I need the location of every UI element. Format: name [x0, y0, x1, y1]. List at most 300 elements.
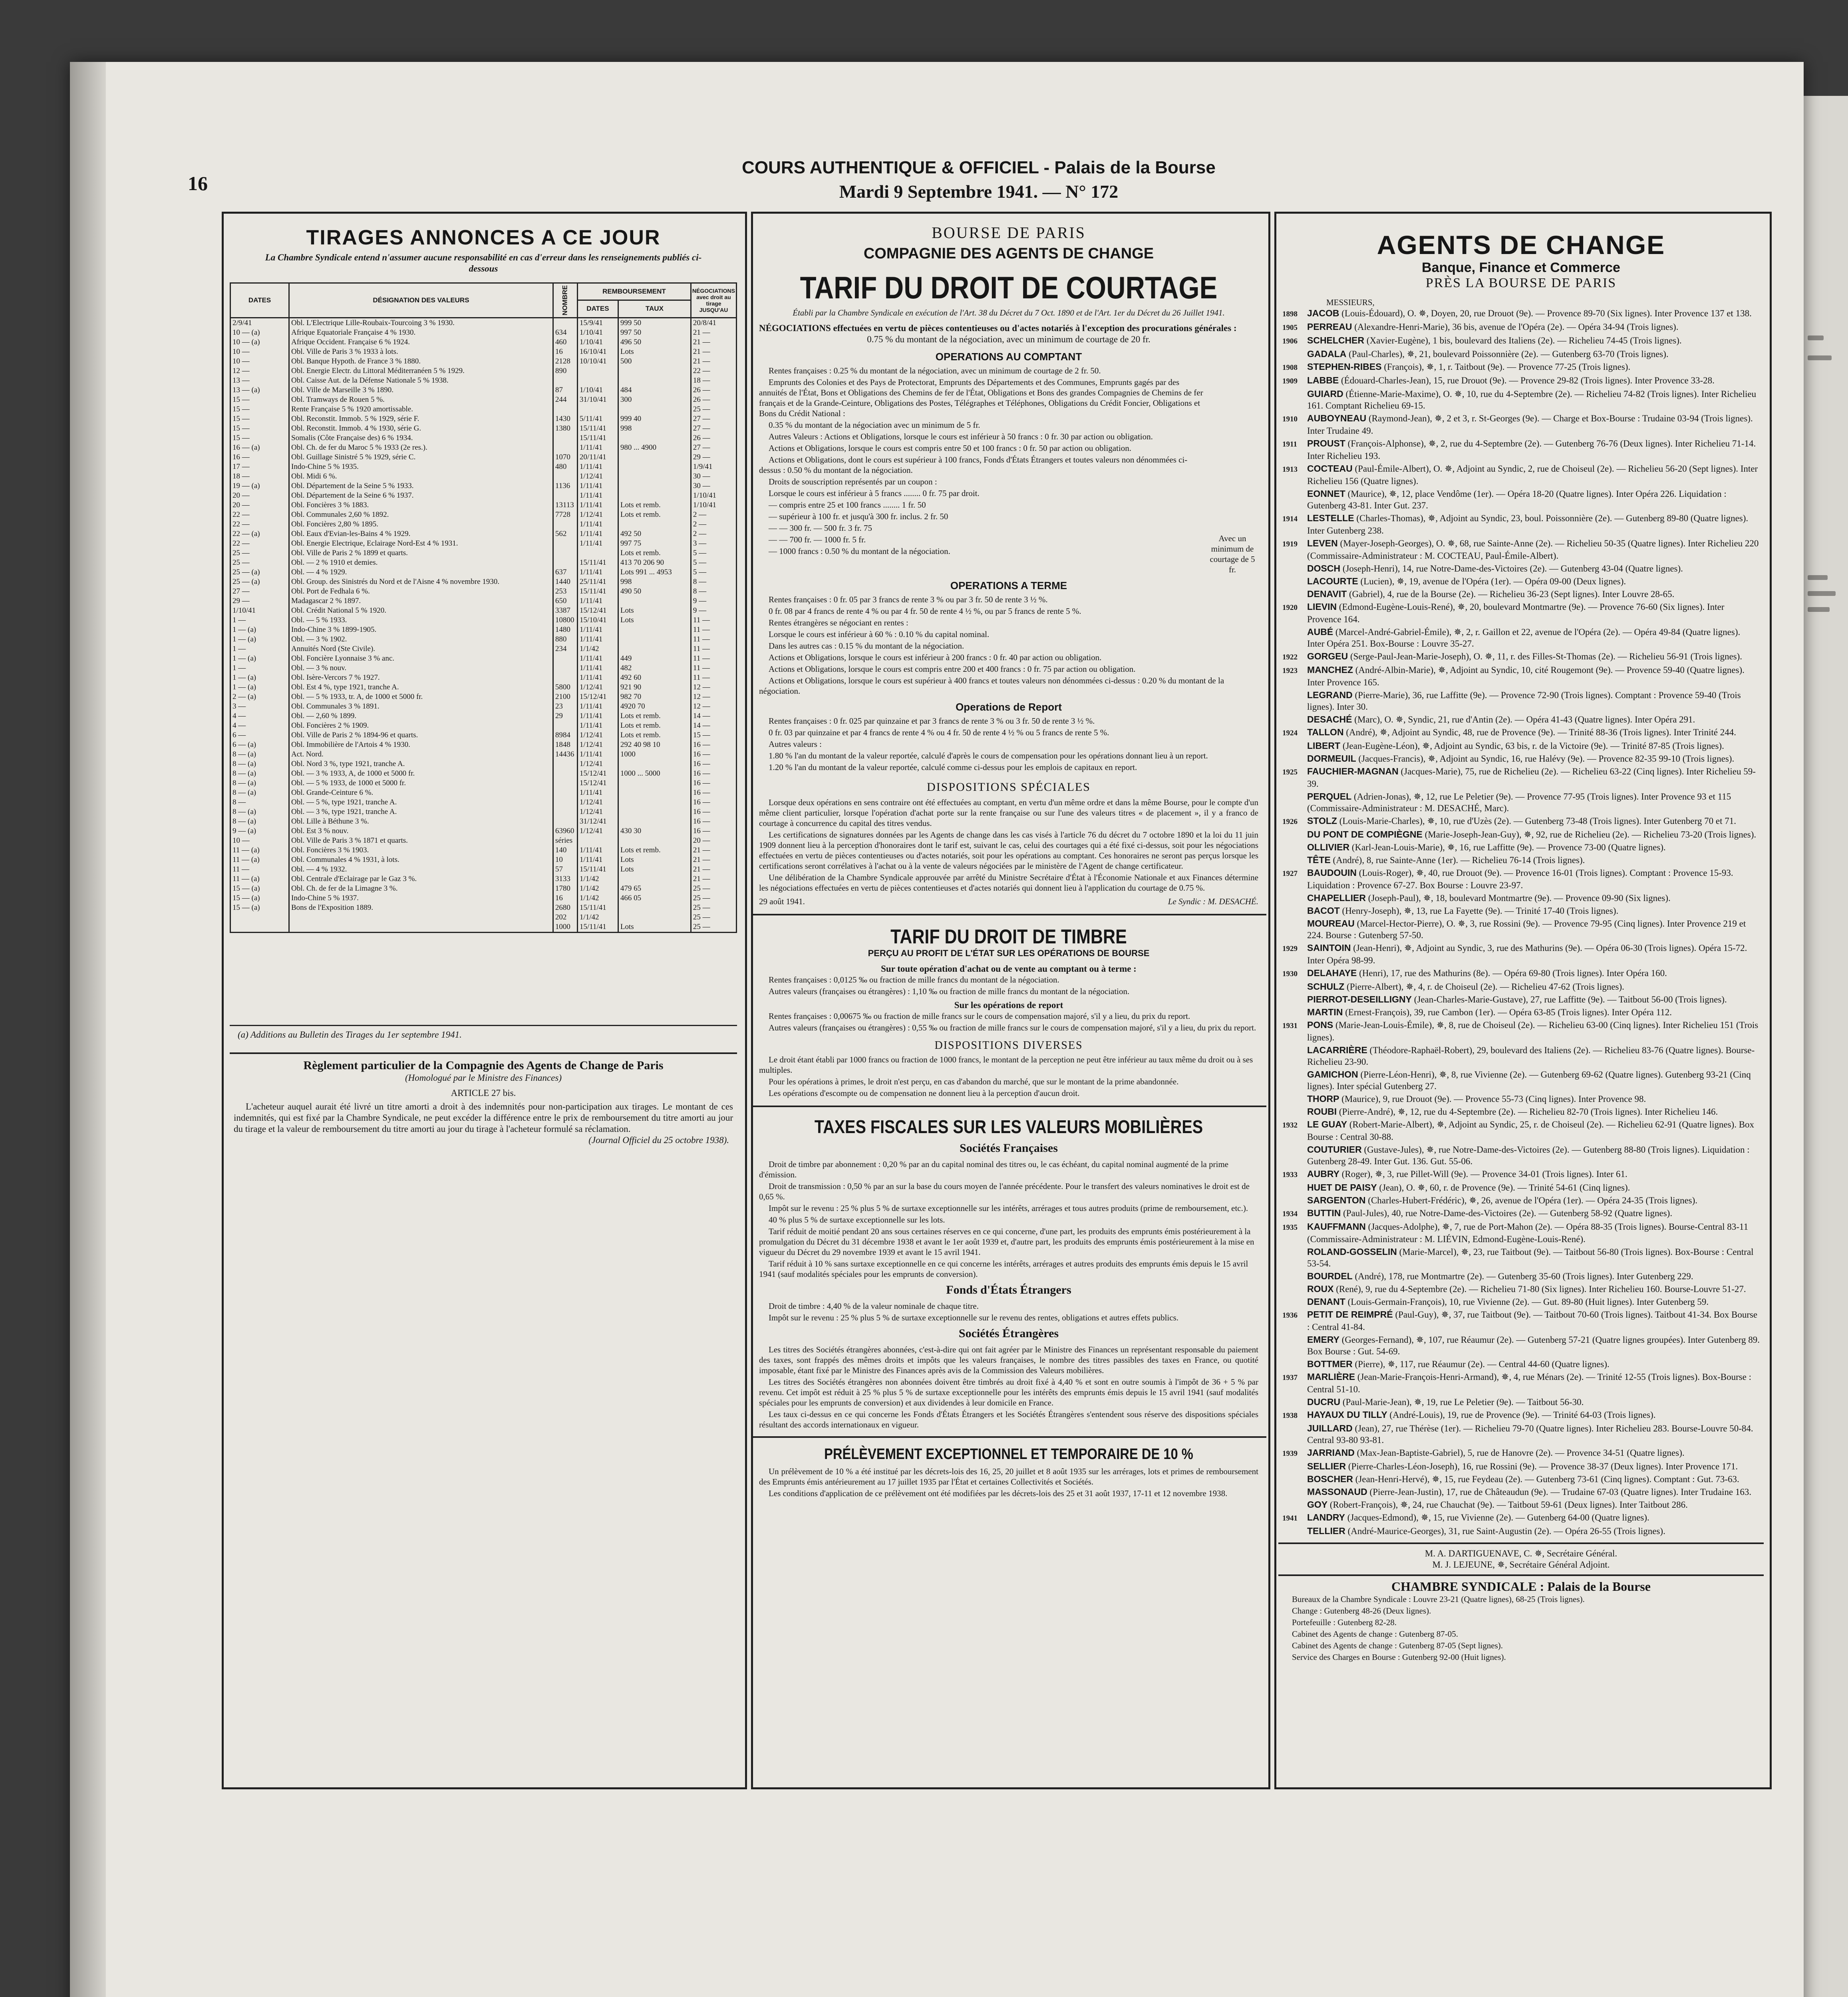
table-row — [231, 798, 737, 807]
agent-name: PERQUEL — [1307, 791, 1352, 802]
table-row — [231, 424, 737, 433]
table-row — [231, 405, 737, 414]
cell-nombre: 1380 — [553, 424, 577, 433]
table-row — [231, 731, 737, 740]
cell-taux — [618, 481, 691, 491]
cell-negoc: 12 — — [691, 692, 736, 702]
cell-nombre — [553, 318, 577, 328]
cell-negoc: 11 — — [691, 673, 736, 683]
cell-nombre — [553, 520, 577, 529]
cell-negoc: 21 — — [691, 846, 736, 855]
agent-year: 1923 — [1282, 667, 1298, 675]
paragraph: Une délibération de la Chambre Syndicale approuvée par arrêté du Ministre Secrétaire d'État à l'Économie Nationale et aux Finances détermine les négociations effectuées en vertu de pièces contentieuses et d'actes notariés qui donnent lieu à l'application du courtage de 0.75 %. — [759, 873, 1258, 893]
agent-entry — [1282, 1144, 1760, 1167]
agent-year: 1920 — [1282, 603, 1298, 612]
cell-negoc: 16 — — [691, 769, 736, 778]
paragraph: Autres Valeurs : Actions et Obligations, lorsque le cours est inférieur à 50 francs : 0 fr. 30 par action ou obligation. — [769, 432, 1153, 441]
col-remb-dates: DATES — [577, 300, 618, 318]
cell-taux: Lots et remb. — [618, 548, 691, 558]
agent-details: (Gustave-Jules), ✵, rue Notre-Dame-des-Victoires (2e). — Gutenberg 88-80 (Trois lignes). Liquidation : Gutenberg 28-49. Inter Gut. 136. Gut. 55-06. — [1307, 1145, 1750, 1166]
agent-details: (Louis-Germain-François), 10, rue Vivienne (2e). — Gut. 89-80 (Huit lignes). Inter Gutenberg 59. — [1345, 1297, 1709, 1307]
agent-entry — [1282, 576, 1760, 587]
timbre-text-1 — [759, 975, 1258, 997]
cell-taux: Lots et remb. — [618, 711, 691, 721]
agent-details: (Charles-Hubert-Frédéric), ✵, 26, avenue de l'Opéra (1er). — Opéra 24-35 (Trois lignes). — [1365, 1195, 1698, 1205]
agent-entry — [1282, 1486, 1760, 1498]
agent-name: GADALA — [1307, 349, 1347, 359]
cell-designation: Obl. Energie Electr. du Littoral Méditerranéen 5 % 1929. — [289, 366, 553, 376]
agent-name: SARGENTON — [1307, 1195, 1366, 1205]
cell-nombre: séries — [553, 836, 577, 846]
cell-date: 11 — (a) — [231, 855, 289, 865]
agent-details: (Étienne-Marie-Maxime), O. ✵, 10, rue du 4-Septembre (2e). — Richelieu 74-82 (Trois lignes). Inter Richelieu 161. Comptant Richelieu 69-15. — [1307, 389, 1757, 411]
reglement-subtitle: (Homologué par le Ministre des Finances) — [405, 1072, 562, 1083]
table-row — [231, 750, 737, 759]
cell-taux: 1000 ... 5000 — [618, 769, 691, 778]
cell-date: 11 — — [231, 865, 289, 874]
masthead — [639, 156, 1318, 204]
timbre-head-1: Sur toute opération d'achat ou de vente au comptant ou à terme : — [881, 964, 1137, 974]
cell-taux: Lots et remb. — [618, 510, 691, 520]
agent-details: (François), ✵, 1, r. Taitbout (9e). — Provence 77-25 (Trois lignes). — [1381, 362, 1631, 372]
agent-entry — [1282, 1044, 1760, 1068]
cell-designation: Obl. Ville de Paris 2 % 1894-96 et quarts. — [289, 731, 553, 740]
cell-dates: 1/12/41 — [577, 510, 618, 520]
cell-taux — [618, 778, 691, 788]
cell-nombre: 1440 — [553, 577, 577, 587]
cell-dates: 1/12/41 — [577, 683, 618, 692]
cell-nombre: 562 — [553, 529, 577, 539]
table-row — [231, 385, 737, 395]
masthead-title: COURS AUTHENTIQUE & OFFICIEL - Palais de la Bourse — [742, 158, 1216, 177]
agent-details: (André-Maurice-Georges), 31, rue Saint-Augustin (2e). — Opéra 26-55 (Trois lignes). — [1345, 1526, 1665, 1536]
cell-date: 10 — (a) — [231, 337, 289, 347]
dispositions-title: DISPOSITIONS SPÉCIALES — [927, 780, 1091, 794]
agent-details: (Pierre-André), ✵, 12, rue du 4-Septembre (2e). — Richelieu 82-70 (Trois lignes). Inter Richelieu 146. — [1337, 1107, 1718, 1117]
cell-designation: Obl. Centrale d'Eclairage par le Gaz 3 %. — [289, 874, 553, 884]
cell-designation: Obl. Caisse Aut. de la Défense Nationale 5 % 1938. — [289, 376, 553, 385]
table-row — [231, 558, 737, 568]
agent-details: (Pierre-Charles-Léon-Joseph), 16, rue Rossini (9e). — Provence 38-37 (Deux lignes). Inter Provence 171. — [1346, 1461, 1738, 1471]
agent-name: PIERROT-DESEILLIGNY — [1307, 994, 1412, 1004]
paragraph: Change : Gutenberg 48-26 (Deux lignes). — [1292, 1606, 1431, 1616]
cell-designation: Obl. Communales 4 % 1931, à lots. — [289, 855, 553, 865]
cell-dates: 1/12/41 — [577, 826, 618, 836]
table-row — [231, 472, 737, 481]
cell-negoc: 27 — — [691, 414, 736, 424]
agent-details: (Robert-François), ✵, 24, rue Chauchat (9e). — Taitbout 59-61 (Deux lignes). Inter Taitbout 286. — [1327, 1500, 1688, 1510]
agent-name: LABBE — [1307, 375, 1339, 385]
cell-dates: 1/11/41 — [577, 500, 618, 510]
cell-negoc: 18 — — [691, 376, 736, 385]
agent-details: (Jean), O. ✵, 60, r. de Provence (9e). — Trinité 54-61 (Cinq lignes). — [1377, 1183, 1630, 1193]
cell-date: 25 — (a) — [231, 577, 289, 587]
cell-nombre: 1430 — [553, 414, 577, 424]
agent-details: (Marc), O. ✵, Syndic, 21, rue d'Antin (2e). — Opéra 41-43 (Quatre lignes). Inter Opéra 291. — [1352, 715, 1695, 725]
cell-nombre — [553, 539, 577, 548]
fonds-etrangers-title: Fonds d'États Étrangers — [946, 1283, 1071, 1296]
cell-date: 2 — (a) — [231, 692, 289, 702]
agent-name: DOSCH — [1307, 563, 1341, 574]
cell-negoc: 9 — — [691, 606, 736, 615]
cell-designation: Obl. Département de la Seine 5 % 1933. — [289, 481, 553, 491]
table-row — [231, 922, 737, 933]
cell-nombre — [553, 807, 577, 817]
agent-name: DELAHAYE — [1307, 968, 1357, 978]
negociations-rate: 0.75 % du montant de la négociation, avec un minimum de courtage de 20 fr. — [867, 334, 1151, 344]
cell-date: 8 — (a) — [231, 807, 289, 817]
cell-date: 9 — (a) — [231, 826, 289, 836]
cell-taux: 482 — [618, 663, 691, 673]
cell-date: 25 — — [231, 558, 289, 568]
terme-text — [759, 594, 1258, 696]
agent-entry — [1282, 588, 1760, 600]
cell-taux — [618, 433, 691, 443]
cell-negoc: 2 — — [691, 529, 736, 539]
cell-taux — [618, 807, 691, 817]
cell-date: 29 — — [231, 596, 289, 606]
cell-date: 10 — — [231, 347, 289, 357]
agent-details: (André-Louis), 19, rue de Provence (9e). — Trinité 64-03 (Trois lignes). — [1387, 1410, 1656, 1420]
cell-negoc: 20/8/41 — [691, 318, 736, 328]
paragraph: Actions et Obligations, lorsque le cours est compris entre 50 et 100 francs : 0 fr. 50 par action ou obligation. — [769, 443, 1132, 453]
cell-taux: 999 40 — [618, 414, 691, 424]
cell-negoc: 16 — — [691, 817, 736, 826]
cell-negoc: 27 — — [691, 443, 736, 453]
agent-year: 1914 — [1282, 515, 1298, 523]
cell-nombre: 23 — [553, 702, 577, 711]
cell-dates: 1/11/41 — [577, 596, 618, 606]
table-row — [231, 673, 737, 683]
cell-nombre: 1000 — [553, 922, 577, 933]
agent-name: LACARRIÈRE — [1307, 1045, 1367, 1055]
agent-year: 1932 — [1282, 1121, 1298, 1130]
agent-details: (Paul-Guy), ✵, 37, rue Taitbout (9e). — Taitbout 70-60 (Trois lignes). Taitbout 41-34. Box Bourse : Central 41-84. — [1307, 1310, 1758, 1332]
agent-name: LEGRAND — [1307, 690, 1353, 700]
cell-date: 22 — — [231, 539, 289, 548]
cell-nombre — [553, 491, 577, 500]
cell-taux — [618, 788, 691, 798]
cell-designation: Obl. Energie Electrique, Eclairage Nord-Est 4 % 1931. — [289, 539, 553, 548]
cell-dates: 1/1/42 — [577, 884, 618, 893]
cell-date: 25 — — [231, 548, 289, 558]
col-nombre: NOMBRE — [553, 283, 577, 318]
timbre-subtitle: PERÇU AU PROFIT DE L'ÉTAT SUR LES OPÉRATIONS DE BOURSE — [868, 948, 1150, 958]
cell-dates: 20/11/41 — [577, 453, 618, 462]
table-row — [231, 520, 737, 529]
agent-details: (Henri), 17, rue des Mathurins (8e). — Opéra 69-80 (Trois lignes). Inter Opéra 160. — [1357, 968, 1667, 978]
diverses-title: DISPOSITIONS DIVERSES — [934, 1039, 1083, 1052]
cell-nombre — [553, 433, 577, 443]
cell-dates: 1/1/42 — [577, 644, 618, 654]
cell-designation: Obl. Guillage Sinistré 5 % 1929, série C. — [289, 453, 553, 462]
cell-nombre: 880 — [553, 635, 577, 644]
paragraph: Droit de timbre : 4,40 % de la valeur nominale de chaque titre. — [769, 1301, 979, 1311]
agent-details: (Gabriel), 4, rue de la Bourse (2e). — Richelieu 36-23 (Sept lignes). Inter Louvre 28-65. — [1347, 589, 1675, 599]
agent-year: 1933 — [1282, 1171, 1298, 1179]
table-row — [231, 318, 737, 328]
agent-entry — [1282, 308, 1760, 320]
cell-nombre: 10 — [553, 855, 577, 865]
agent-entry — [1282, 1019, 1760, 1043]
agent-details: (Charles-Thomas), ✵, Adjoint au Syndic, 23, boul. Poissonnière (2e). — Gutenberg 89-80 (Quatre lignes). Inter Gutenberg 238. — [1307, 513, 1749, 536]
agent-name: LIBERT — [1307, 740, 1341, 751]
cell-negoc: 21 — — [691, 855, 736, 865]
agent-year: 1937 — [1282, 1374, 1298, 1382]
paragraph: Les titres des Sociétés étrangères abonnées, c'est-à-dire qui ont fait agréer par le Ministre des Finances un représentant responsable du paiement des taxes, sont frappés des mêmes droits et impôts que les valeurs françaises, le nombre des titres passibles des taxes en France, ou quotité imposable, étant fixé par le Ministre des Finances après avis de la Commission des Valeurs mobilières. — [759, 1345, 1258, 1375]
cell-designation — [289, 922, 553, 933]
table-row — [231, 376, 737, 385]
cell-designation: Obl. Est 4 %, type 1921, tranche A. — [289, 683, 553, 692]
cell-dates: 15/11/41 — [577, 865, 618, 874]
table-row — [231, 769, 737, 778]
cell-date — [231, 922, 289, 933]
secretary: M. A. DARTIGUENAVE, C. ✵, Secrétaire Général. — [1425, 1548, 1617, 1558]
paragraph: Rentes françaises : 0,0125 ‰ ou fraction de mille francs du montant de la négociation. — [769, 975, 1059, 985]
societes-francaises-title: Sociétés Françaises — [960, 1141, 1058, 1155]
cell-taux: Lots — [618, 347, 691, 357]
col-dates: DATES — [231, 283, 289, 318]
cell-date: 6 — (a) — [231, 740, 289, 750]
cell-date: 15 — (a) — [231, 884, 289, 893]
cell-date: 16 — (a) — [231, 443, 289, 453]
cell-date: 8 — (a) — [231, 778, 289, 788]
agent-name: PERREAU — [1307, 322, 1352, 332]
agent-details: (Paul-Marie-Jean), ✵, 19, rue Le Peletier (9e). — Taitbout 56-30. — [1340, 1397, 1584, 1407]
cell-dates: 1/11/41 — [577, 635, 618, 644]
cell-negoc: 11 — — [691, 615, 736, 625]
cell-negoc: 21 — — [691, 347, 736, 357]
cell-dates: 1/11/41 — [577, 520, 618, 529]
agent-details: (Henry-Joseph), ✵, 13, rue La Fayette (9e). — Trinité 17-40 (Trois lignes). — [1339, 906, 1619, 916]
agent-details: (Jean-Henri), ✵, Adjoint au Syndic, 3, rue des Mathurins (9e). — Opéra 06-30 (Trois lignes). Opéra 15-72. Inter Opéra 98-99. — [1307, 943, 1747, 965]
bourse-heading: BOURSE DE PARIS — [932, 224, 1086, 242]
paragraph: Autres valeurs : — [769, 739, 822, 749]
cell-date: 4 — — [231, 711, 289, 721]
cell-designation: Obl. Ch. de fer du Maroc 5 % 1933 (2e res.). — [289, 443, 553, 453]
paragraph: Actions et Obligations, dont le cours est supérieur à 100 francs, Fonds d'États Étrangers et toutes valeurs non dénommées ci-dessus : 0.50 % du montant de la négociation. — [759, 455, 1188, 475]
cell-nombre — [553, 558, 577, 568]
cell-designation: Obl. Ville de Paris 3 % 1933 à lots. — [289, 347, 553, 357]
cell-dates: 1/11/41 — [577, 855, 618, 865]
cell-negoc: 21 — — [691, 865, 736, 874]
cell-designation: Indo-Chine 5 % 1935. — [289, 462, 553, 472]
agent-details: (Xavier-Eugène), 1 bis, boulevard des Italiens (2e). — Richelieu 74-45 (Trois lignes). — [1364, 335, 1682, 345]
agent-entry — [1282, 1119, 1760, 1143]
agent-details: (Marcel-André-Gabriel-Émile), ✵, 2, r. Gaillon et 22, avenue de l'Opéra (2e). — Opéra 49-84 (Quatre lignes). Inter Opéra 251. Box-Bourse : Louvre 35-27. — [1307, 627, 1741, 649]
agent-name: GORGEU — [1307, 651, 1348, 661]
table-row — [231, 683, 737, 692]
table-row — [231, 644, 737, 654]
cell-dates: 1/12/41 — [577, 759, 618, 769]
paragraph: Bureaux de la Chambre Syndicale : Louvre 23-21 (Quatre lignes), 68-25 (Trois lignes). — [1292, 1594, 1585, 1604]
paragraph: 0.35 % du montant de la négociation avec un minimum de 5 fr. — [769, 420, 980, 430]
cell-negoc: 11 — — [691, 654, 736, 663]
paragraph: Actions et Obligations, lorsque le cours est compris entre 200 et 400 francs : 0 fr. 75 par action ou obligation. — [769, 664, 1136, 674]
chambre-lines — [1282, 1594, 1760, 1662]
agent-name: SELLIER — [1307, 1461, 1346, 1471]
table-row — [231, 865, 737, 874]
agent-year: 1913 — [1282, 465, 1298, 474]
cell-designation: Obl. Ch. de fer de la Limagne 3 %. — [289, 884, 553, 893]
cell-date: 10 — — [231, 357, 289, 366]
agent-details: (Pierre-Jean-Justin), 17, rue de Châteaudun (9e). — Trudaine 67-03 (Quatre lignes). Inter Trudaine 163. — [1367, 1487, 1752, 1497]
agent-name: TÊTE — [1307, 855, 1331, 865]
agents-subtitle-2: PRÈS LA BOURSE DE PARIS — [1425, 276, 1617, 290]
paragraph: Cabinet des Agents de change : Gutenberg 87-05. — [1292, 1629, 1459, 1639]
cell-taux — [618, 644, 691, 654]
tirages-column — [230, 218, 737, 1146]
cell-date — [231, 913, 289, 922]
cell-designation: Indo-Chine 3 % 1899-1905. — [289, 625, 553, 635]
cell-negoc: 15 — — [691, 731, 736, 740]
cell-nombre: 1780 — [553, 884, 577, 893]
cell-negoc: 16 — — [691, 798, 736, 807]
agent-name: ROUBI — [1307, 1106, 1337, 1117]
cell-taux: Lots — [618, 855, 691, 865]
cell-nombre: 202 — [553, 913, 577, 922]
cell-taux: 4920 70 — [618, 702, 691, 711]
agents-column — [1282, 218, 1760, 1664]
cell-dates: 1/11/41 — [577, 568, 618, 577]
cell-designation: Afrique Equatoriale Française 4 % 1930. — [289, 328, 553, 337]
cell-negoc: 16 — — [691, 788, 736, 798]
paragraph: Lorsque le cours est inférieur à 60 % : 0.10 % du capital nominal. — [769, 629, 990, 639]
cell-dates: 1/12/41 — [577, 731, 618, 740]
cell-taux: 413 70 206 90 — [618, 558, 691, 568]
adjacent-page — [1804, 96, 1848, 1997]
cell-negoc: 5 — — [691, 568, 736, 577]
agent-name: BAUDOUIN — [1307, 867, 1357, 878]
cell-designation: Somalis (Côte Française des) 6 % 1934. — [289, 433, 553, 443]
cell-dates: 10/10/41 — [577, 357, 618, 366]
agent-year: 1911 — [1282, 440, 1297, 449]
cell-taux — [618, 913, 691, 922]
agent-year: 1930 — [1282, 970, 1298, 978]
agent-details: (Jacques-Adolphe), ✵, 7, rue de Port-Mahon (2e). — Opéra 88-35 (Trois lignes). Bourse-Central 83-11 (Commissaire-Administrateur : M. LIÉVIN, Edmond-Eugène-Louis-René). — [1307, 1222, 1749, 1244]
cell-negoc: 16 — — [691, 750, 736, 759]
agent-details: (Joseph-Paul), ✵, 18, boulevard Montmartre (9e). — Provence 09-90 (Six lignes). — [1365, 893, 1671, 903]
paragraph: Les taux ci-dessus en ce qui concerne les Fonds d'États Étrangers et les Sociétés Étrangères s'entendent sous réserve des dispositions spéciales résultant des accords internationaux en vigueur. — [759, 1409, 1258, 1429]
cell-taux: Lots et remb. — [618, 500, 691, 510]
cell-taux: 449 — [618, 654, 691, 663]
cell-designation: Annuités Nord (Ste Civile). — [289, 644, 553, 654]
table-row — [231, 462, 737, 472]
comptant-title: OPERATIONS AU COMPTANT — [935, 351, 1082, 363]
cell-nombre — [553, 817, 577, 826]
cell-taux: 997 75 — [618, 539, 691, 548]
cell-negoc: 25 — — [691, 405, 736, 414]
agent-details: (Paul-Jules), 40, rue Notre-Dame-des-Victoires (2e). — Gutenberg 58-92 (Quatre lignes). — [1341, 1208, 1673, 1218]
cell-dates: 1/11/41 — [577, 721, 618, 731]
timbre-title: TARIF DU DROIT DE TIMBRE — [890, 925, 1127, 948]
agent-entry — [1282, 1423, 1760, 1446]
cell-dates: 15/12/41 — [577, 692, 618, 702]
agent-details: (Jean-Marie-François-Henri-Armand), ✵, 4, rue Ménars (2e). — Trinité 12-55 (Trois lignes). Box-Bourse : Central 51-10. — [1307, 1372, 1752, 1394]
societes-etrangeres-text — [759, 1344, 1258, 1430]
agent-name: HUET DE PAISY — [1307, 1182, 1377, 1193]
table-row — [231, 366, 737, 376]
table-row — [231, 596, 737, 606]
cell-taux: Lots et remb. — [618, 846, 691, 855]
agents-title: AGENTS DE CHANGE — [1377, 230, 1665, 260]
cell-taux: 496 50 — [618, 337, 691, 347]
agent-details: (Jacques-Marie), 75, rue de Richelieu (2e). — Richelieu 63-22 (Cinq lignes). Inter Richelieu 59-39. — [1307, 766, 1756, 789]
agent-name: PROUST — [1307, 438, 1345, 449]
col-remboursement: REMBOURSEMENT — [577, 283, 691, 300]
table-row — [231, 692, 737, 702]
cell-date: 15 — (a) — [231, 903, 289, 913]
table-row — [231, 913, 737, 922]
cell-designation: Obl. — 3 %, type 1921, tranche A. — [289, 807, 553, 817]
cell-designation: Obl. — 4 % 1932. — [289, 865, 553, 874]
agent-entry — [1282, 753, 1760, 764]
agent-name: JARRIAND — [1307, 1447, 1355, 1458]
cell-nombre: 650 — [553, 596, 577, 606]
cell-designation: Obl. Group. des Sinistrés du Nord et de l'Aisne 4 % novembre 1930. — [289, 577, 553, 587]
table-row — [231, 663, 737, 673]
agent-entry — [1282, 1396, 1760, 1408]
dispositions-text — [759, 797, 1258, 893]
cell-dates: 1/11/41 — [577, 711, 618, 721]
table-row — [231, 625, 737, 635]
agent-entry — [1282, 791, 1760, 814]
cell-taux — [618, 903, 691, 913]
paragraph: — — 300 fr. — 500 fr. 3 fr. 75 — [769, 523, 872, 533]
agent-entry — [1282, 689, 1760, 713]
agent-year: 1910 — [1282, 415, 1298, 423]
agent-name: KAUFFMANN — [1307, 1221, 1366, 1232]
cell-taux: Lots — [618, 922, 691, 933]
agent-name: LESTELLE — [1307, 513, 1354, 523]
cell-date: 18 — — [231, 472, 289, 481]
agent-details: (Jean-Henri-Hervé), ✵, 15, rue Feydeau (2e). — Gutenberg 73-61 (Cinq lignes). Comptant : Gut. 73-63. — [1353, 1474, 1739, 1484]
cell-taux: 982 70 — [618, 692, 691, 702]
agent-entry — [1282, 512, 1760, 536]
agent-details: (Pierre-Albert), ✵, 4, r. de Choiseul (2e). — Richelieu 47-62 (Trois lignes). — [1344, 982, 1624, 992]
report-text — [759, 716, 1258, 772]
article-source: (Journal Officiel du 25 octobre 1938). — [588, 1135, 729, 1145]
agent-name: MASSONAUD — [1307, 1487, 1367, 1497]
agent-entry — [1282, 1168, 1760, 1181]
cell-date: 4 — — [231, 721, 289, 731]
cell-dates: 1/11/41 — [577, 491, 618, 500]
agent-details: (Ernest-François), 39, rue Cambon (1er). — Opéra 63-85 (Trois lignes). Inter Opéra 112. — [1343, 1007, 1672, 1017]
paragraph: Rentes françaises : 0 fr. 025 par quinzaine et par 3 francs de rente 3 % ou 3 fr. 50 de rente 3 ½ %. — [769, 716, 1095, 726]
cell-designation: Obl. — 3 % nouv. — [289, 663, 553, 673]
cell-negoc: 21 — — [691, 874, 736, 884]
cell-designation: Obl. Ville de Paris 2 % 1899 et quarts. — [289, 548, 553, 558]
cell-designation: Obl. Foncières 3 % 1883. — [289, 500, 553, 510]
cell-negoc: 22 — — [691, 366, 736, 376]
table-row — [231, 529, 737, 539]
cell-negoc: 21 — — [691, 357, 736, 366]
agent-name: HAYAUX DU TILLY — [1307, 1409, 1387, 1420]
cell-taux — [618, 491, 691, 500]
cell-date: 13 — (a) — [231, 385, 289, 395]
agent-name: DENANT — [1307, 1296, 1345, 1307]
cell-taux: 492 50 — [618, 529, 691, 539]
agent-year: 1938 — [1282, 1411, 1298, 1420]
cell-taux: 980 ... 4900 — [618, 443, 691, 453]
agent-details: (Edmond-Eugène-Louis-René), ✵, 20, boulevard Montmartre (9e). — Provence 76-60 (Six lignes). Inter Provence 164. — [1307, 602, 1725, 624]
agent-name: STEPHEN-RIBES — [1307, 361, 1382, 372]
paragraph: Actions et Obligations, lorsque le cours est supérieur à 400 francs et toutes valeurs non dénommées ci-dessus : 0.20 % du montant de la négociation. — [759, 676, 1224, 696]
cell-taux: Lots — [618, 606, 691, 615]
cell-nombre: 1070 — [553, 453, 577, 462]
cell-date: 1 — — [231, 663, 289, 673]
agent-entry — [1282, 538, 1760, 562]
